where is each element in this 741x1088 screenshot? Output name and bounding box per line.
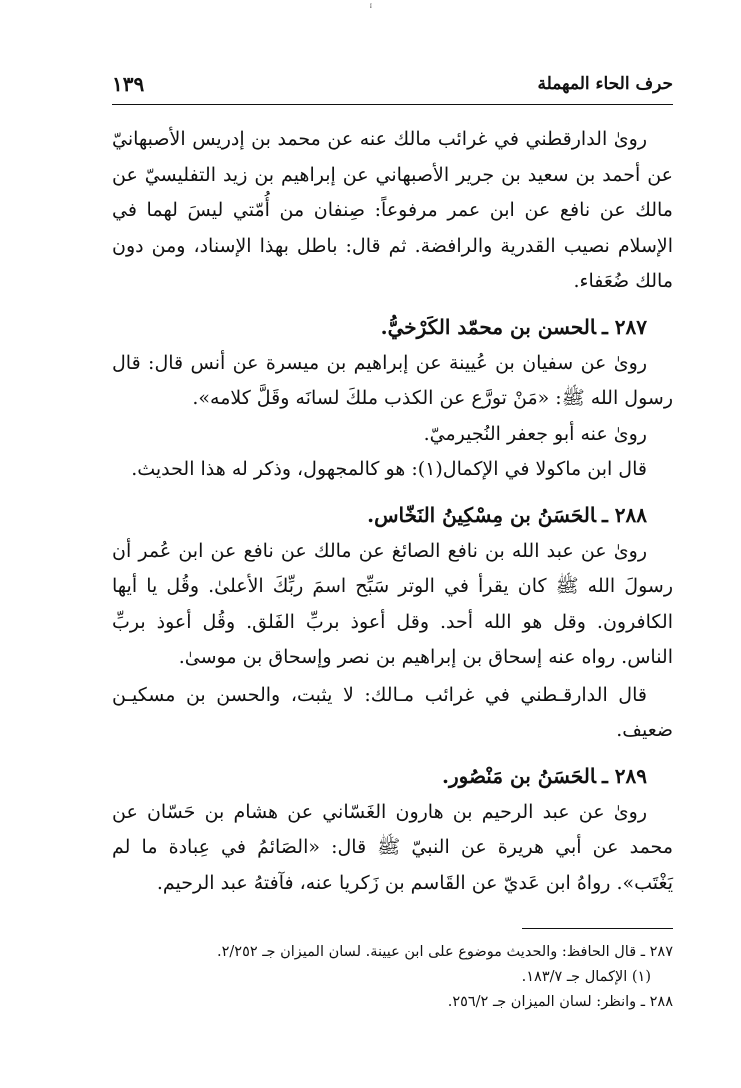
- entry-number: ٢٨٩ ـ: [601, 763, 647, 788]
- paragraph-289-hadith: روىٰ عن عبد الرحيم بن هارون الغَسّاني عن هشام بن حَسّان عن محمد عن أبي هريرة عن النبيّ ﷺ قال: «الصَائمُ في عِبادة ما لم يَغْتَب». رواهُ ابن عَديّ عن القَاسم بن زَكريا عنه، فآفتهُ عبد الرحيم.: [112, 800, 673, 894]
- paragraph-287-narrator: روىٰ عنه أبو جعفر النُجيرميّ.: [423, 422, 647, 445]
- footnote-287: ٢٨٧ ـ قال الحافظ: والحديث موضوع على ابن عيينة. لسان الميزان جـ ٢/٢٥٢.: [217, 944, 673, 960]
- entry-title-289: [112, 757, 673, 795]
- entry-name: الحَسَنُ بن مَنْصُور.: [442, 763, 596, 788]
- paragraph-288-comment: قال الدارقـطني في غرائب مـالك: لا يثبت، والحسن بن مسكيـن ضعيف.: [112, 683, 673, 741]
- entry-number: ٢٨٨ ـ: [601, 502, 647, 527]
- main-text: [112, 122, 673, 901]
- entry-name: الحَسَنُ بن مِسْكِينُ النَخّاس.: [367, 502, 596, 527]
- paragraph-288-hadith: روىٰ عن عبد الله بن نافع الصائغ عن مالك عن نافع عن ابن عُمر أن رسولَ الله ﷺ كان يقرأ في الوتر سَبِّح اسمَ ربِّكَ الأعلىٰ. وقُل يا أيها الكافرون. وقل هو الله أحد. وقل أعوذ بربِّ الفَلق. وقُل أعوذ بربِّ الناس. رواه عنه إسحاق بن إبراهيم بن نصر وإسحاق بن موسىٰ.: [112, 539, 673, 668]
- header-rule: [112, 104, 673, 105]
- entry-number: ٢٨٧ ـ: [601, 314, 647, 339]
- footnote-1: (١) الإكمال جـ ١٨٣/٧.: [521, 969, 651, 985]
- footnotes: [112, 940, 673, 1015]
- entry-title-288: [112, 496, 673, 534]
- paragraph-287-comment: قال ابن ماكولا في الإكمال(١): هو كالمجهول، وذكر له هذا الحديث.: [131, 458, 647, 480]
- footnote-288: ٢٨٨ ـ وانظر: لسان الميزان جـ ٢٥٦/٢.: [447, 994, 673, 1010]
- entry-name: الحسن بن محمّد الكَرْخيُّ.: [380, 314, 596, 339]
- running-title: حرف الحاء المهملة: [537, 74, 673, 94]
- footnote-rule: [522, 928, 673, 929]
- entry-title-287: [112, 308, 673, 346]
- page-header: [112, 72, 673, 104]
- paragraph-287-hadith: روىٰ عن سفيان بن عُيينة عن إبراهيم بن ميسرة عن أنس قال: قال رسول الله ﷺ: «مَنْ تورَّع عن الكذب ملكَ لسانَه وقَلَّ كلامه».: [112, 351, 673, 409]
- top-mark: ٔ ٔ: [368, 6, 372, 17]
- paragraph-intro: روىٰ الدارقطني في غرائب مالك عنه عن محمد بن إدريس الأصبهانيّ عن أحمد بن سعيد بن جرير الأصبهاني عن إبراهيم بن زيد التفليسيّ عن مالك عن نافع عن ابن عمر مرفوعاً: صِنفان من أُمّتي ليسَ لهما في الإسلام نصيب القدرية والرافضة. ثم قال: باطل بهذا الإسناد، ومن دون مالك ضُعَفاء.: [112, 128, 673, 292]
- page-number: ١٣٩: [112, 72, 145, 96]
